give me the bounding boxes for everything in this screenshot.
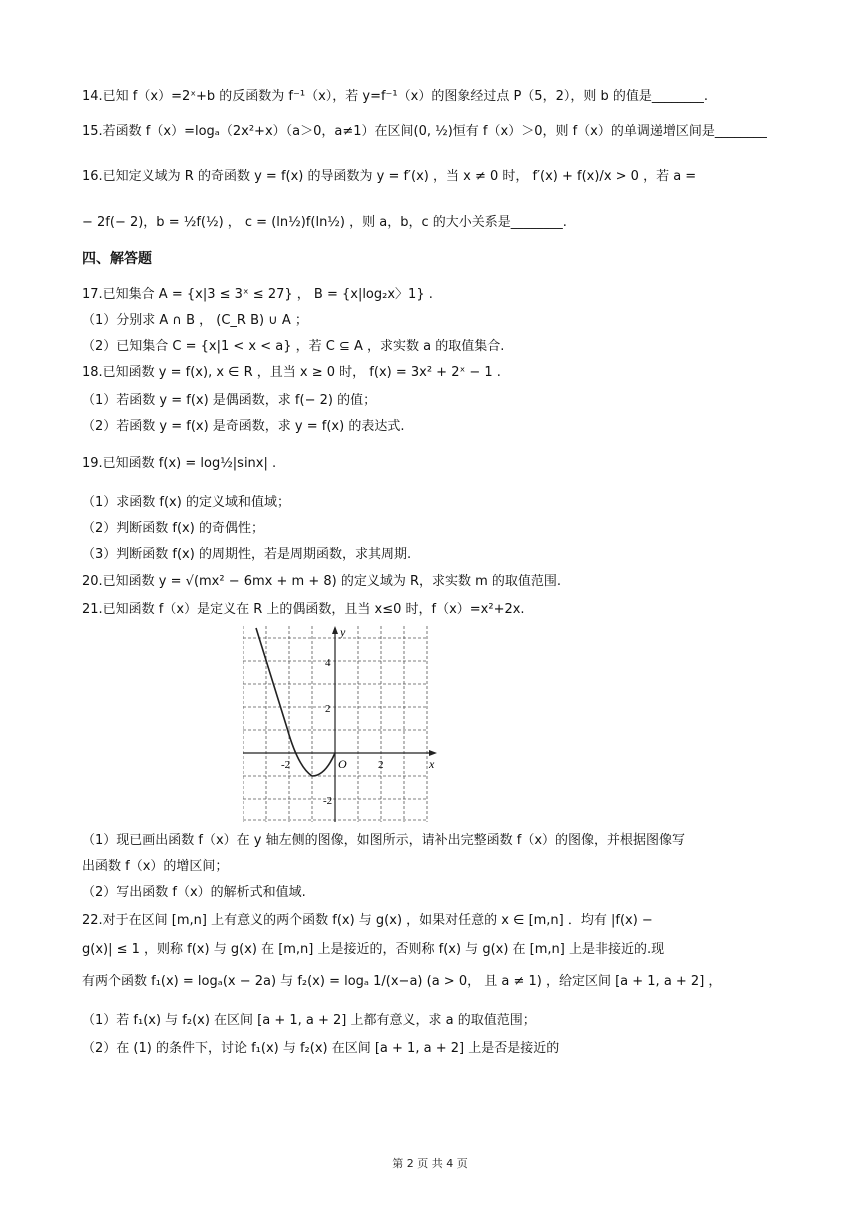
tick-label-y4: 4 bbox=[325, 657, 331, 669]
question-16-line1: 16.已知定义域为 R 的奇函数 y = f(x) 的导函数为 y = f′(x) ，当 x ≠ 0 时， f′(x) + f(x)/x > 0 ，若 a = bbox=[82, 169, 697, 184]
question-22-line3: 有两个函数 f₁(x) = logₐ(x − 2a) 与 f₂(x) = logₐ 1/(x−a) (a > 0， 且 a ≠ 1) ，给定区间 [a + 1, a + 2] ， bbox=[82, 974, 722, 989]
question-17-part2: （2）已知集合 C = {x|1 < x < a} ，若 C ⊆ A ，求实数 a 的取值集合. bbox=[82, 339, 505, 354]
question-19-part2: （2）判断函数 f(x) 的奇偶性； bbox=[82, 521, 264, 536]
y-axis-arrow bbox=[332, 626, 338, 634]
question-17-part1: （1）分别求 A ∩ B ， (C_R B) ∪ A ； bbox=[82, 313, 308, 328]
question-18-part2: （2）若函数 y = f(x) 是奇函数，求 y = f(x) 的表达式. bbox=[82, 419, 405, 434]
section-title: 四、解答题 bbox=[82, 251, 152, 267]
question-19-part1: （1）求函数 f(x) 的定义域和值域； bbox=[82, 495, 290, 510]
question-18: 18.已知函数 y = f(x), x ∈ R ，且当 x ≥ 0 时， f(x) = 3x² + 2ˣ − 1 . bbox=[82, 365, 501, 380]
tick-label-x-neg2: -2 bbox=[281, 759, 291, 771]
tick-label-x2: 2 bbox=[378, 759, 384, 771]
question-17: 17.已知集合 A = {x|3 ≤ 3ˣ ≤ 27} ， B = {x|log₂x〉1} . bbox=[82, 287, 433, 302]
question-21-part2: （2）写出函数 f（x）的解析式和值域. bbox=[82, 885, 306, 900]
question-22-part2: （2）在 (1) 的条件下，讨论 f₁(x) 与 f₂(x) 在区间 [a + 1, a + 2] 上是否是接近的 bbox=[82, 1041, 560, 1056]
x-axis-arrow bbox=[429, 750, 437, 756]
question-22-line1: 22.对于在区间 [m,n] 上有意义的两个函数 f(x) 与 g(x) ，如果对任意的 x ∈ [m,n] ．均有 |f(x) − bbox=[82, 913, 653, 928]
tick-label-y2: 2 bbox=[325, 703, 331, 715]
function-graph bbox=[243, 626, 437, 822]
question-14: 14.已知 f（x）=2ˣ+b 的反函数为 f⁻¹（x），若 y=f⁻¹（x）的图象经过点 P（5，2），则 b 的值是________. bbox=[82, 89, 708, 104]
question-22-part1: （1）若 f₁(x) 与 f₂(x) 在区间 [a + 1, a + 2] 上都有意义，求 a 的取值范围； bbox=[82, 1013, 536, 1028]
x-axis-label: x bbox=[429, 757, 435, 771]
y-axis-label: y bbox=[340, 626, 346, 639]
page-footer: 第 2 页 共 4 页 bbox=[392, 1157, 468, 1170]
question-16-line2: − 2f(− 2)，b = ½f(½) ， c = (ln½)f(ln½) ，则 a，b，c 的大小关系是________. bbox=[82, 215, 567, 230]
question-15: 15.若函数 f（x）=logₐ（2x²+x）（a＞0，a≠1）在区间(0, ½)恒有 f（x）＞0，则 f（x）的单调递增区间是________ bbox=[82, 124, 767, 139]
question-22-line2: g(x)| ≤ 1 ，则称 f(x) 与 g(x) 在 [m,n] 上是接近的，否则称 f(x) 与 g(x) 在 [m,n] 上是非接近的.现 bbox=[82, 942, 665, 957]
origin-label: O bbox=[338, 757, 347, 771]
question-19: 19.已知函数 f(x) = log½|sinx| . bbox=[82, 456, 277, 471]
question-21-part1-line2: 出函数 f（x）的增区间； bbox=[82, 859, 229, 874]
question-20: 20.已知函数 y = √(mx² − 6mx + m + 8) 的定义域为 R，求实数 m 的取值范围. bbox=[82, 574, 562, 589]
tick-label-y-neg2: -2 bbox=[323, 795, 333, 807]
question-21: 21.已知函数 f（x）是定义在 R 上的偶函数，且当 x≤0 时，f（x）=x²+2x. bbox=[82, 602, 525, 617]
question-21-part1-line1: （1）现已画出函数 f（x）在 y 轴左侧的图像，如图所示，请补出完整函数 f（x）的图像，并根据图像写 bbox=[82, 833, 686, 848]
question-19-part3: （3）判断函数 f(x) 的周期性，若是周期函数，求其周期. bbox=[82, 547, 412, 562]
question-18-part1: （1）若函数 y = f(x) 是偶函数，求 f(− 2) 的值； bbox=[82, 393, 377, 408]
curve-left-side bbox=[256, 628, 335, 776]
